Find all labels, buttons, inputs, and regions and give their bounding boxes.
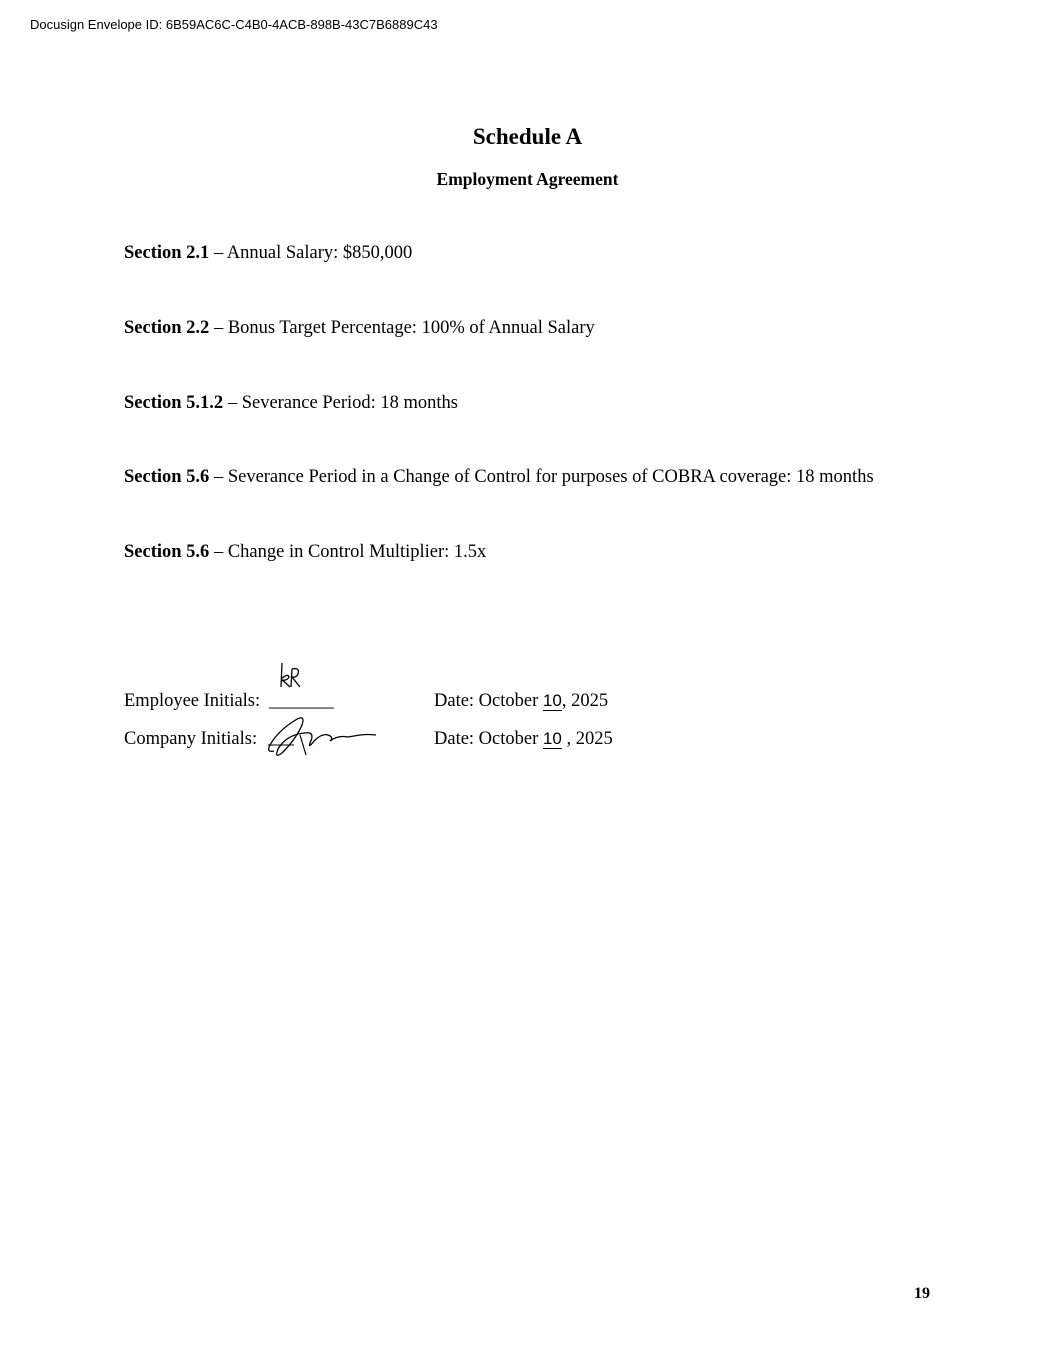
section-label: Section 2.1 [124,243,210,263]
section-item [124,393,458,414]
page-title: Schedule A [472,124,583,149]
section-text: – Severance Period: 18 months [223,393,458,413]
section-label: Section 5.6 [124,542,210,562]
section-item [124,243,412,264]
employee-initials-blank: _______ [269,691,334,711]
employee-date-prefix: Date: October [434,691,543,711]
section-text: – Bonus Target Percentage: 100% of Annual Salary [209,318,595,338]
section-item [124,542,486,563]
employee-date-suffix: , 2025 [561,691,609,711]
section-label: Section 5.1.2 [124,393,224,413]
employee-initials-label: Employee Initials: [124,691,261,711]
company-date-prefix: Date: October [434,729,543,749]
section-text: – Severance Period in a Change of Control for purposes of COBRA coverage: 18 months [209,467,874,487]
section-text: – Change in Control Multiplier: 1.5x [209,542,487,562]
section-item [124,318,595,339]
page-subtitle: Employment Agreement [436,169,619,189]
company-date-suffix: , 2025 [561,729,613,749]
envelope-id: Docusign Envelope ID: 6B59AC6C-C4B0-4ACB-898B-43C7B6889C43 [30,17,438,32]
company-date-day: 10 [542,729,562,748]
section-label: Section 5.6 [124,467,210,487]
section-item [124,467,874,488]
employee-initials-signature [276,661,306,693]
company-date [434,729,613,750]
company-initials-signature [264,711,379,759]
page-number: 19 [914,1285,930,1302]
company-initials-label: Company Initials: [124,729,258,749]
section-label: Section 2.2 [124,318,210,338]
employee-date-day: 10 [542,691,562,710]
section-text: – Annual Salary: $850,000 [209,243,413,263]
employee-date [434,691,608,712]
